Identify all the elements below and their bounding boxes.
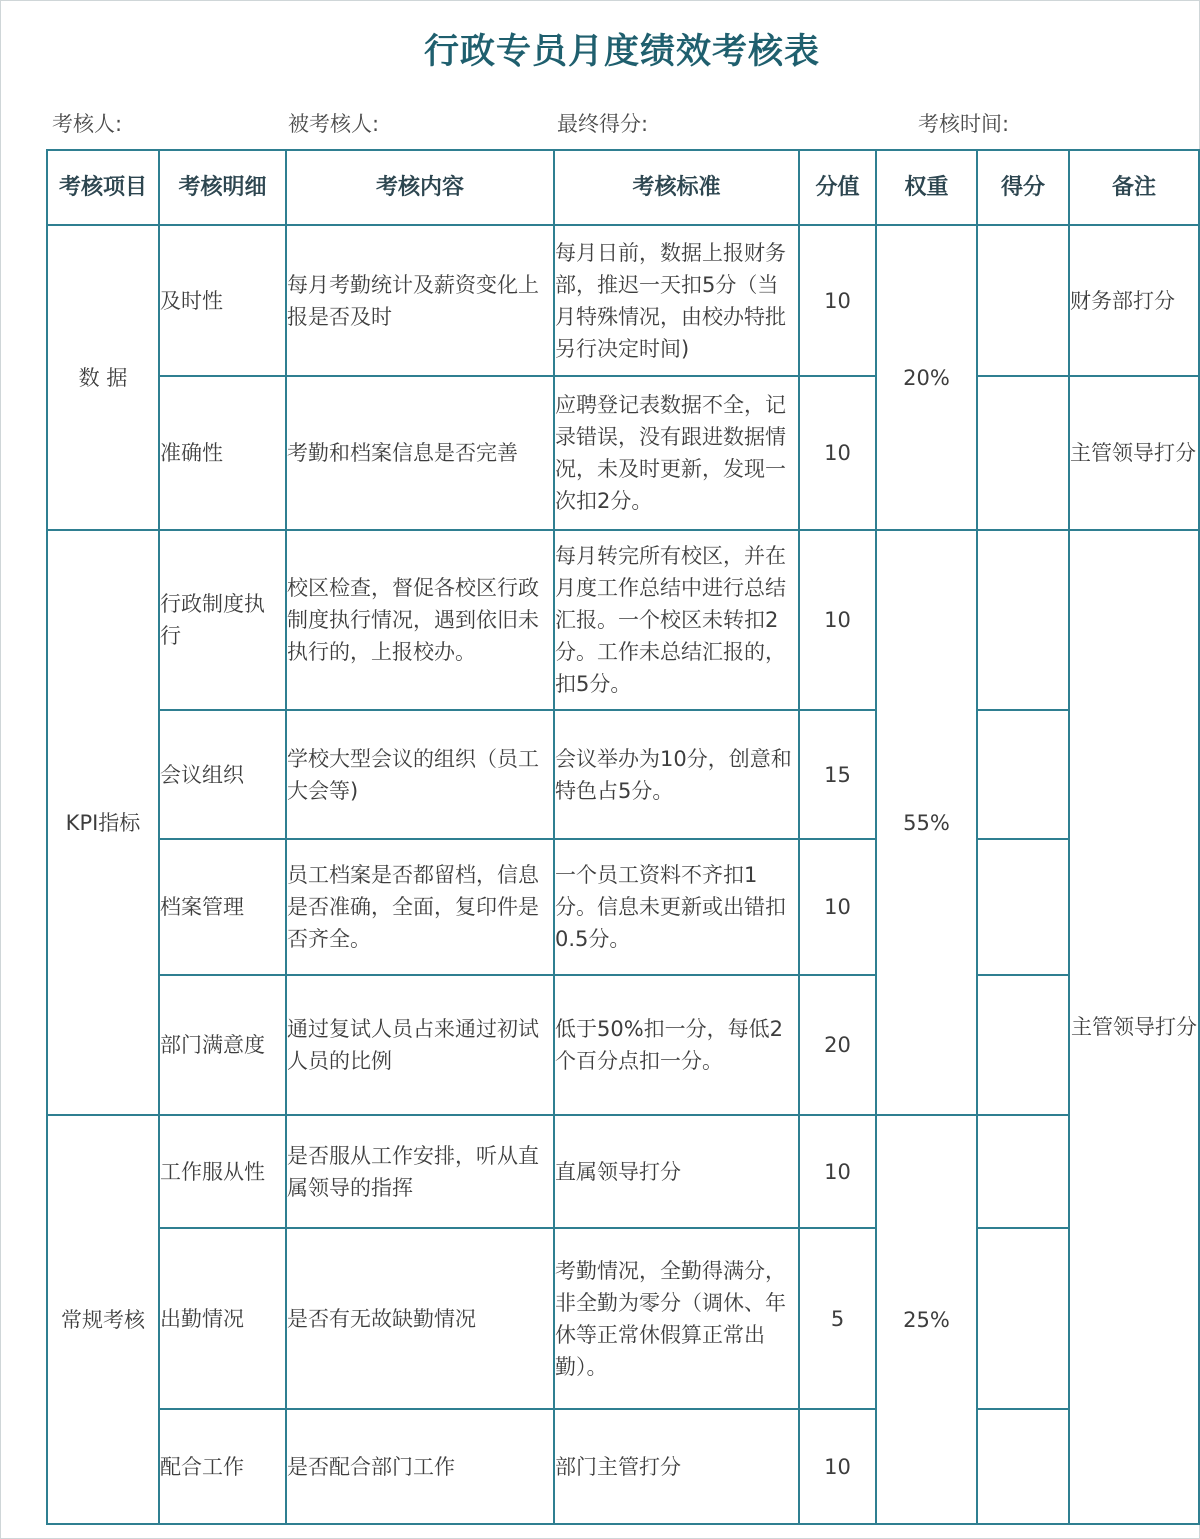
header-weight: 权重: [876, 150, 977, 225]
score-cell: 20: [799, 975, 876, 1115]
table-row: [47, 225, 1199, 376]
table-row: [47, 975, 1199, 1115]
obtained-cell[interactable]: [977, 1409, 1069, 1524]
header-standard: 考核标准: [554, 150, 799, 225]
header-obtained: 得分: [977, 150, 1069, 225]
table-row: [47, 1409, 1199, 1524]
score-cell: 5: [799, 1228, 876, 1409]
score-cell: 10: [799, 1409, 876, 1524]
table-row: [47, 530, 1199, 710]
standard-cell: 一个员工资料不齐扣1分。信息未更新或出错扣0.5分。: [554, 839, 799, 975]
header-score: 分值: [799, 150, 876, 225]
table-row: [47, 1228, 1199, 1409]
content-cell: 考勤和档案信息是否完善: [286, 376, 554, 530]
page-title: 行政专员月度绩效考核表: [423, 32, 820, 72]
reviewee-label: 被考核人:: [288, 112, 380, 136]
header-item: 考核项目: [47, 150, 159, 225]
standard-cell: 部门主管打分: [554, 1409, 799, 1524]
detail-cell: 工作服从性: [159, 1115, 286, 1228]
obtained-cell[interactable]: [977, 710, 1069, 839]
content-cell: 是否有无故缺勤情况: [286, 1228, 554, 1409]
weight-cell: 25%: [876, 1115, 977, 1524]
obtained-cell[interactable]: [977, 1115, 1069, 1228]
header-row: [47, 150, 1199, 225]
standard-cell: 考勤情况，全勤得满分，非全勤为零分（调休、年休等正常休假算正常出勤）。: [554, 1228, 799, 1409]
weight-cell: 55%: [876, 530, 977, 1115]
group-name: KPI指标: [47, 530, 159, 1115]
obtained-cell[interactable]: [977, 975, 1069, 1115]
detail-cell: 准确性: [159, 376, 286, 530]
content-cell: 学校大型会议的组织（员工大会等): [286, 710, 554, 839]
table-row: [47, 839, 1199, 975]
obtained-cell[interactable]: [977, 376, 1069, 530]
table-row: [47, 376, 1199, 530]
table-row: [47, 1115, 1199, 1228]
detail-cell: 档案管理: [159, 839, 286, 975]
review-time-label: 考核时间:: [918, 112, 1010, 136]
note-cell: 主管领导打分: [1069, 376, 1199, 530]
obtained-cell[interactable]: [977, 225, 1069, 376]
detail-cell: 及时性: [159, 225, 286, 376]
content-cell: 是否服从工作安排，听从直属领导的指挥: [286, 1115, 554, 1228]
weight-cell: 20%: [876, 225, 977, 530]
score-cell: 10: [799, 530, 876, 710]
content-cell: 是否配合部门工作: [286, 1409, 554, 1524]
evaluation-table: [46, 149, 1200, 1525]
final-score-label: 最终得分:: [557, 112, 649, 136]
standard-cell: 会议举办为10分，创意和特色占5分。: [554, 710, 799, 839]
detail-cell: 出勤情况: [159, 1228, 286, 1409]
obtained-cell[interactable]: [977, 839, 1069, 975]
header-content: 考核内容: [286, 150, 554, 225]
detail-cell: 会议组织: [159, 710, 286, 839]
header-note: 备注: [1069, 150, 1199, 225]
standard-cell: 应聘登记表数据不全，记录错误，没有跟进数据情况，未及时更新，发现一次扣2分。: [554, 376, 799, 530]
shared-note-cell: 主管领导打分: [1069, 530, 1199, 1524]
content-cell: 校区检查，督促各校区行政制度执行情况，遇到依旧未执行的，上报校办。: [286, 530, 554, 710]
header-detail: 考核明细: [159, 150, 286, 225]
content-cell: 员工档案是否都留档，信息是否准确，全面，复印件是否齐全。: [286, 839, 554, 975]
obtained-cell[interactable]: [977, 530, 1069, 710]
content-cell: 每月考勤统计及薪资变化上报是否及时: [286, 225, 554, 376]
table-row: [47, 710, 1199, 839]
standard-cell: 低于50%扣一分，每低2个百分点扣一分。: [554, 975, 799, 1115]
standard-cell: 每月日前，数据上报财务部，推迟一天扣5分（当月特殊情况，由校办特批另行决定时间): [554, 225, 799, 376]
score-cell: 10: [799, 376, 876, 530]
detail-cell: 配合工作: [159, 1409, 286, 1524]
score-cell: 10: [799, 839, 876, 975]
content-cell: 通过复试人员占来通过初试人员的比例: [286, 975, 554, 1115]
group-name: 数 据: [47, 225, 159, 530]
detail-cell: 部门满意度: [159, 975, 286, 1115]
standard-cell: 直属领导打分: [554, 1115, 799, 1228]
note-cell: 财务部打分: [1069, 225, 1199, 376]
score-cell: 15: [799, 710, 876, 839]
obtained-cell[interactable]: [977, 1228, 1069, 1409]
score-cell: 10: [799, 1115, 876, 1228]
reviewer-label: 考核人:: [52, 112, 123, 136]
group-name: 常规考核: [47, 1115, 159, 1524]
standard-cell: 每月转完所有校区，并在月度工作总结中进行总结汇报。一个校区未转扣2分。工作未总结汇报的，扣5分。: [554, 530, 799, 710]
score-cell: 10: [799, 225, 876, 376]
detail-cell: 行政制度执行: [159, 530, 286, 710]
